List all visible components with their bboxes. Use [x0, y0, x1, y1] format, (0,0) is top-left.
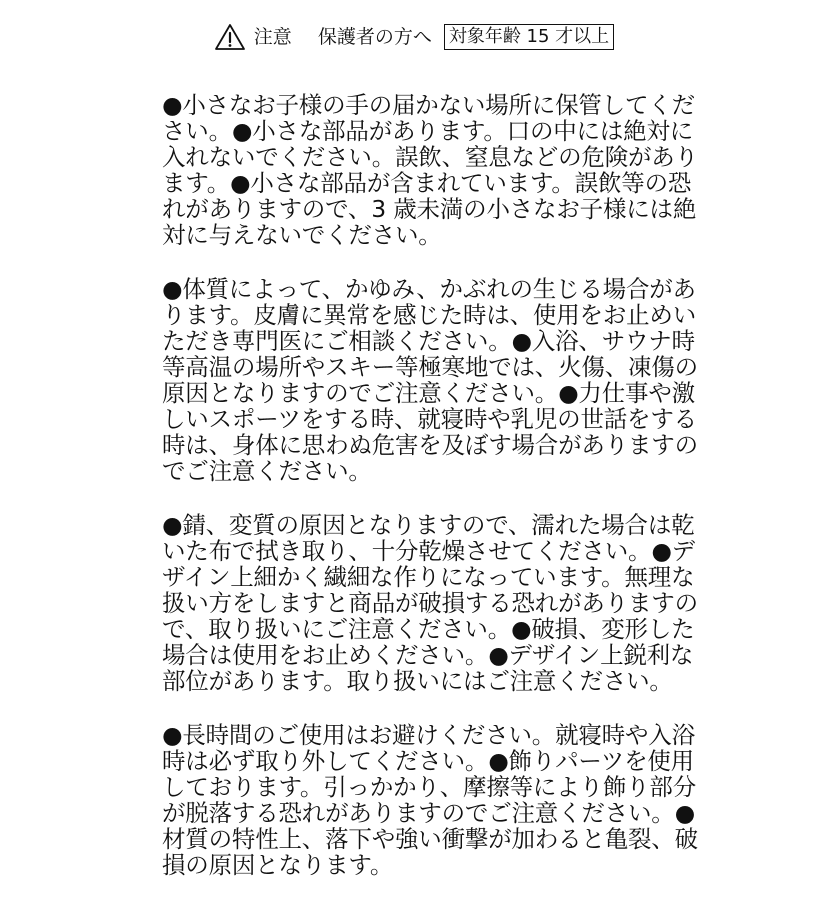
warning-item: ● 小さなお子様の手の届かない場所に保管してください。: [162, 91, 695, 145]
warning-paragraph: [162, 276, 702, 484]
warning-paragraph: [162, 512, 702, 694]
warning-item: ● 小さな部品があります。口の中には絶対に入れないでください。誤飲、窒息などの危険があります。: [162, 117, 698, 197]
warning-item: ● 飾りパーツを使用しております。引っかかり、摩擦等により飾り部分が脱落する恐れがありますのでご注意ください。: [162, 747, 696, 827]
warning-item: ● デザイン上細かく繊細な作りになっています。無理な扱い方をしますと商品が破損する恐れがありますので、取り扱いにご注意ください。: [162, 537, 698, 643]
warning-triangle-icon: [214, 23, 246, 51]
target-age-badge: 対象年齢 15 才以上: [444, 24, 614, 50]
audience-label: 保護者の方へ: [317, 26, 432, 48]
warning-item: ● 材質の特性上、落下や強い衝撃が加わると亀裂、破損の原因となります。: [162, 799, 698, 879]
warning-item: ● 小さな部品が含まれています。誤飲等の恐れがありますので、3 歳未満の小さなお子様には絶対に与えないでください。: [162, 169, 696, 249]
warning-item: ● 長時間のご使用はお避けください。就寝時や入浴時は必ず取り外してください。: [162, 721, 695, 775]
caution-label: 注意: [253, 26, 292, 48]
warning-item: ● 力仕事や激しいスポーツをする時、就寝時や乳児の世話をする時は、身体に思わぬ危害を及ぼす場合がありますのでご注意ください。: [162, 379, 698, 485]
warning-item: ● 破損、変形した場合は使用をお止めください。: [162, 615, 694, 669]
warning-body: [162, 92, 702, 906]
warning-item: ● 体質によって、かゆみ、かぶれの生じる場合があります。皮膚に異常を感じた時は、使用をお止めいただき専門医にご相談ください。: [162, 275, 696, 355]
warning-item: ● 入浴、サウナ時等高温の場所やスキー等極寒地では、火傷、凍傷の原因となりますのでご注意ください。: [162, 327, 698, 407]
warning-item: ● 錆、変質の原因となりますので、濡れた場合は乾いた布で拭き取り、十分乾燥させてください。: [162, 511, 694, 565]
warning-paragraph: [162, 92, 702, 248]
warning-header: [0, 22, 828, 52]
warning-paragraph: [162, 722, 702, 878]
warning-item: ● デザイン上鋭利な部位があります。取り扱いにはご注意ください。: [162, 641, 693, 695]
